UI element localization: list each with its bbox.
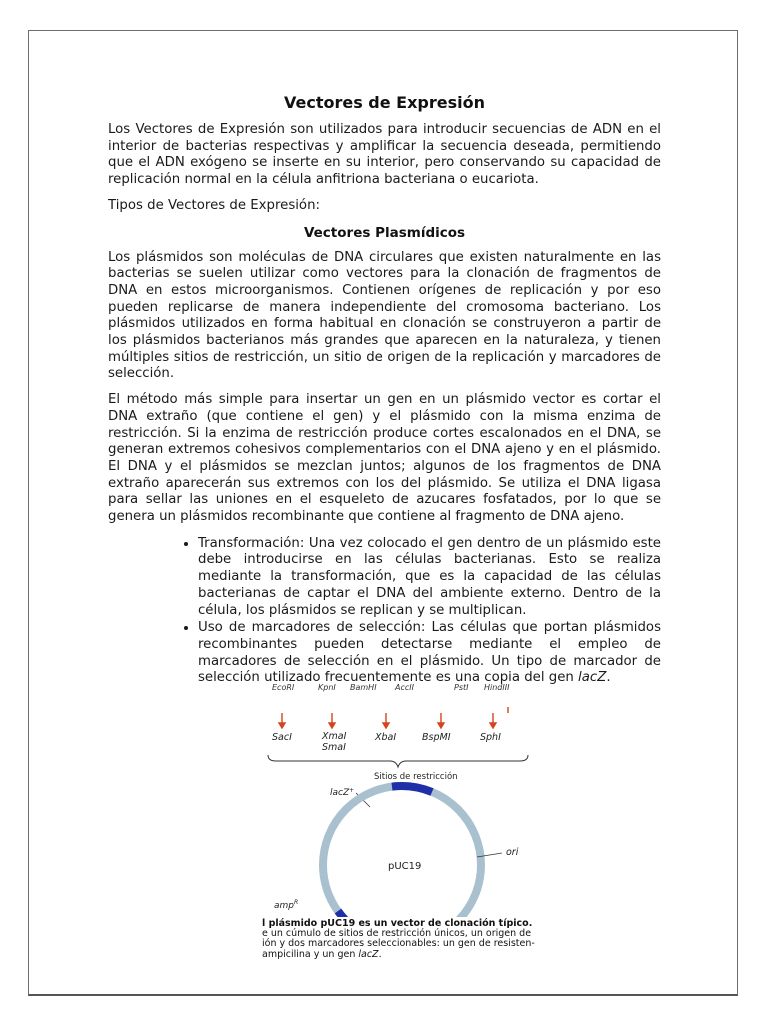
caption-text: ampicilina y un gen [262, 948, 359, 960]
amp-superscript: R [294, 899, 299, 906]
amp-label [274, 899, 298, 911]
lacz-gene: lacZ [578, 670, 607, 686]
caption-end: . [378, 948, 382, 960]
plasmid-name: pUC19 [388, 861, 422, 872]
intro-paragraph: Los Vectores de Expresión son utilizados para introducir secuencias de ADN en el interior de bacterias respectivas y amplificar la secuencia deseada, permitiendo que el ADN exógeno se inserte en su interior, pero conservando su capacidad de replicación normal en la célula anfitriona bacteriana o eucariota. [108, 122, 661, 188]
types-label: Tipos de Vectores de Expresión: [108, 197, 320, 213]
caption-title: l plásmido pUC19 es un vector de clonación típico. [262, 918, 533, 929]
enzyme-label-sacI: SacI [272, 732, 292, 743]
document-page [28, 30, 738, 996]
bullet-selection-text: Uso de marcadores de selección: Las células que portan plásmidos recombinantes pueden detectarse mediante el empleo de marcadores de selección en el plásmido. Un tipo de marcador de selección utilizado frecuentemente es una copia del gen [198, 620, 661, 686]
lacz-label: lacZ+ [330, 787, 355, 798]
bullet-end: . [606, 670, 611, 686]
amp-text: amp [274, 901, 294, 911]
ori-label: ori [506, 847, 519, 858]
sites-label: Sitios de restricción [374, 772, 458, 782]
enzyme-label-top: PstI [454, 683, 469, 692]
enzyme-label-sphI: SphI [480, 732, 501, 743]
caption-line: ión y dos marcadores seleccionables: un gen de resisten- [262, 938, 535, 950]
plasmid-diagram [262, 683, 538, 917]
caption-line-last [262, 950, 542, 960]
enzyme-label-top: HindIII [484, 683, 510, 692]
enzyme-label-xbaI: XbaI [375, 732, 397, 743]
bullet-transformation: • Transformación: Una vez colocado el gen dentro de un plásmido este debe introducirse en las células bacterianas. Esto se realiza mediante la transformación, que es la capacidad de las células bacterianas de captar el DNA del ambiente externo. Dentro de la célula, los plásmidos se replican y se multiplican. [198, 535, 661, 620]
method-paragraph: El método más simple para insertar un gen en un plásmido vector es cortar el DNA extraño (que contiene el gen) y el plásmido con la misma enzima de restricción. Si la enzima de restricción produce cortes escalonados en el DNA, se generan extremos cohesivos complementarios con el DNA ajeno y en el plásmido. El DNA y el plásmidos se mezclan juntos; algunos de los fragmentos de DNA extraño aparecerán sus extremos con los del plásmido. Se utiliza el DNA ligasa para sellar las uniones en el esqueleto de azucares fosfatados, por lo que se genera un plásmidos recombinante que contiene al fragmento de DNA ajeno. [108, 392, 661, 525]
enzyme-label-top: KpnI [318, 683, 336, 692]
enzyme-label-bspMI: BspMI [422, 732, 451, 743]
plasmid-paragraph: Los plásmidos son moléculas de DNA circulares que existen naturalmente en las bacterias se suelen utilizar como vectores para la clonación de fragmentos de DNA en estos microorganismos. Contienen orígenes de replicación y por eso pueden replicarse de manera independiente del cromosoma bacteriano. Los plásmidos utilizados en forma habitual en clonación se construyeron a partir de los plásmidos bacterianos más grandes que aparecen en la naturaleza, y tienen múltiples sitios de restricción, un sitio de origen de la replicación y marcadores de selección. [108, 249, 661, 382]
plasmid-figure [262, 683, 538, 993]
enzyme-label-top: AccII [395, 683, 414, 692]
enzyme-label-xmaI: XmaI [322, 731, 347, 742]
enzyme-label-smaI: SmaI [322, 742, 346, 753]
enzyme-label-top: BamHI [350, 683, 377, 692]
document-body [108, 89, 661, 687]
bullet-list [108, 535, 661, 687]
section-subtitle: Vectores Plasmídicos [303, 224, 466, 241]
enzyme-label-top: EcoRI [272, 683, 295, 692]
bullet-selection-markers [198, 619, 661, 687]
page-title: Vectores de Expresión [283, 93, 486, 112]
caption-gene: lacZ [358, 948, 379, 960]
figure-caption [262, 919, 542, 960]
caption-line: e un cúmulo de sitios de restricción únicos, un origen de [262, 928, 532, 940]
